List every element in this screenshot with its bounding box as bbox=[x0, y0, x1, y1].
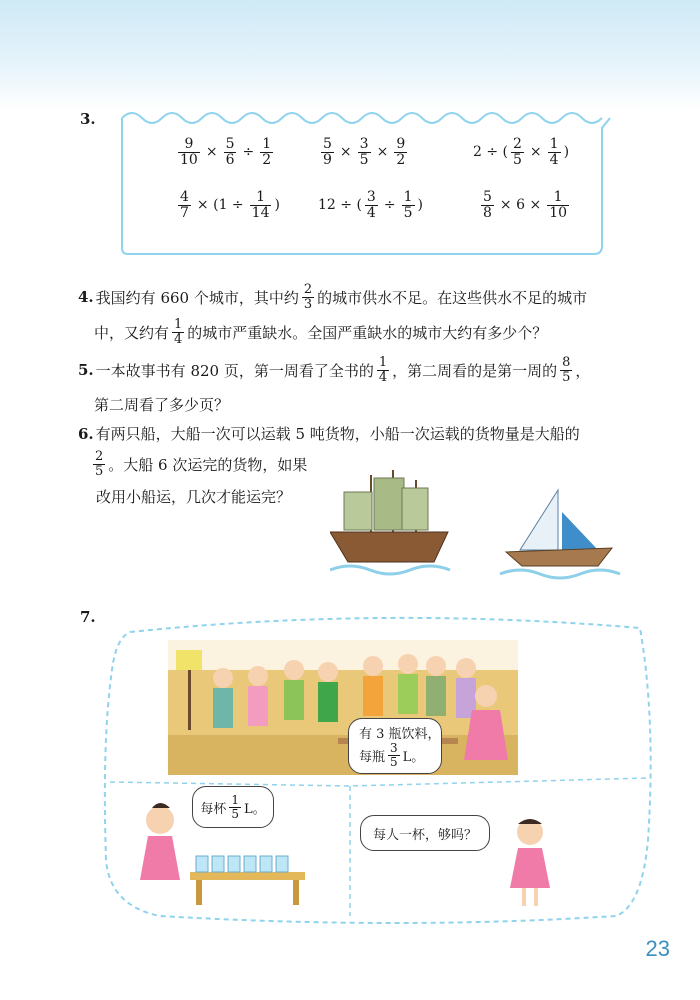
expression-5: 12 ÷ ( $\frac{3}{4}$ ÷ $\frac{1}{5}$ ) bbox=[318, 189, 423, 221]
expression-6: $\frac{5}{8}$ × 6 × $\frac{1}{10}$ bbox=[483, 189, 568, 221]
question-5-number: 5. bbox=[78, 361, 94, 380]
speech-bubble-drinks: 有 3 瓶饮料， 每瓶 $\frac{3}{5}$ L。 bbox=[348, 718, 442, 774]
page-header-band bbox=[0, 0, 700, 110]
girl-with-cups-illustration bbox=[130, 790, 310, 910]
speech-bubble-per-cup: 每杯 $\frac{1}{5}$ L。 bbox=[192, 786, 274, 828]
expression-1: $\frac{9}{10}$ × $\frac{5}{6}$ ÷ $\frac{1}{2}$ bbox=[180, 136, 272, 168]
girl-icon bbox=[140, 803, 180, 880]
party-scene-illustration bbox=[168, 640, 518, 775]
question-5-line-2: 第二周看了多少页？ bbox=[94, 396, 230, 414]
question-4-number: 4. bbox=[78, 288, 94, 307]
question-6-line-2: $\frac{2}{5}$ 。大船 6 次运完的货物，如果 bbox=[95, 449, 308, 479]
question-5-line-1: 5. 一本故事书有 820 页，第一周看了全书的 $\frac{1}{4}$ ，第二周看的是第一周的 $\frac{8}{5}$ ， bbox=[78, 355, 591, 385]
boats-illustration bbox=[330, 470, 640, 585]
question-4-line-2: 中，又约有 $\frac{1}{4}$ 的城市严重缺水。全国严重缺水的城市大约有多少个？ bbox=[94, 317, 548, 347]
small-boat-icon bbox=[506, 490, 612, 566]
expression-2: $\frac{5}{9}$ × $\frac{3}{5}$ × $\frac{9}{2}$ bbox=[323, 136, 406, 168]
page-number: 23 bbox=[645, 936, 670, 961]
question-7-number: 7. bbox=[80, 608, 96, 626]
calculation-frame bbox=[118, 108, 614, 256]
question-3-number: 3. bbox=[80, 110, 96, 128]
speech-bubble-enough: 每人一杯，够吗？ bbox=[360, 815, 490, 851]
expression-3: 2 ÷ ( $\frac{2}{5}$ × $\frac{1}{4}$ ) bbox=[473, 136, 570, 168]
big-boat-icon bbox=[330, 470, 448, 562]
expression-4: $\frac{4}{7}$ × (1 ÷ $\frac{1}{14}$ ) bbox=[180, 189, 280, 221]
thinking-girl-illustration bbox=[500, 810, 560, 910]
question-6-line-3: 改用小船运，几次才能运完？ bbox=[96, 488, 292, 506]
question-4-line-1: 4. 我国约有 660 个城市，其中约 $\frac{2}{3}$ 的城市供水不足。在这些供水不足的城市 bbox=[78, 282, 588, 312]
question-6-line-1: 6. 有两只船，大船一次可以运载 5 吨货物，小船一次运载的货物量是大船的 bbox=[78, 424, 580, 443]
question-6-number: 6. bbox=[78, 424, 94, 443]
cups-icon bbox=[196, 856, 288, 872]
